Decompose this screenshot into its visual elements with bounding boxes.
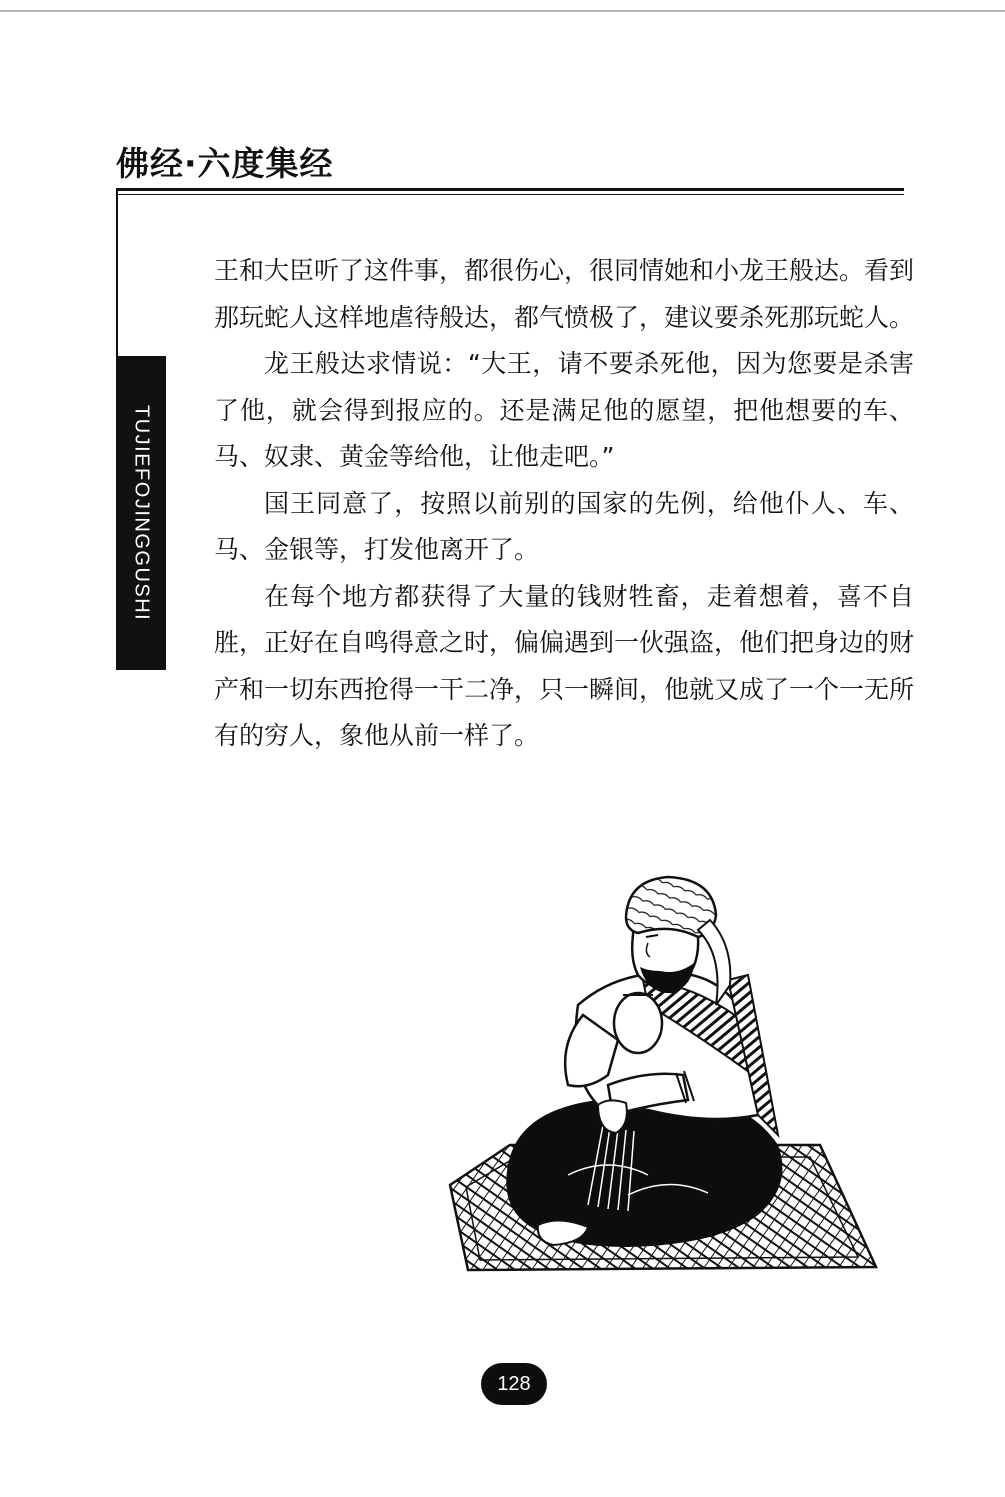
paragraph: 在每个地方都获得了大量的钱财牲畜，走着想着，喜不自胜，正好在自鸣得意之时，偏偏遇到一伙强盗，他们把身边的财产和一切东西抢得一干二净，只一瞬间，他就又成了一个一无所有的穷人，象他从前一样了。 [214,581,915,750]
paragraph: 龙王般达求情说：“大王，请不要杀死他，因为您要是杀害了他，就会得到报应的。还是满足他的愿望，把他想要的车、马、奴隶、黄金等给他，让他走吧。” [214,349,914,471]
top-border-line [0,10,1005,12]
page-header-title: 佛经·六度集经 [116,144,334,183]
page-number: 128 [497,1372,531,1395]
paragraph: 国王同意了，按照以前别的国家的先例，给他仆人、车、马、金银等，打发他离开了。 [214,488,914,564]
side-tab-label: TUJIEFOJINGGUSHI [130,404,153,622]
page-number-badge [481,1363,547,1405]
body-text [214,248,914,760]
header-rule [116,188,904,191]
side-tab [116,356,166,670]
paragraph: 王和大臣听了这件事，都很伤心，很同情她和小龙王般达。看到那玩蛇人这样地虐待般达，都气愤极了，建议要杀死那玩蛇人。 [214,256,915,332]
margin-vertical-line [116,188,118,356]
header-rule-thin [116,194,904,195]
turbaned-man-illustration [448,875,880,1275]
